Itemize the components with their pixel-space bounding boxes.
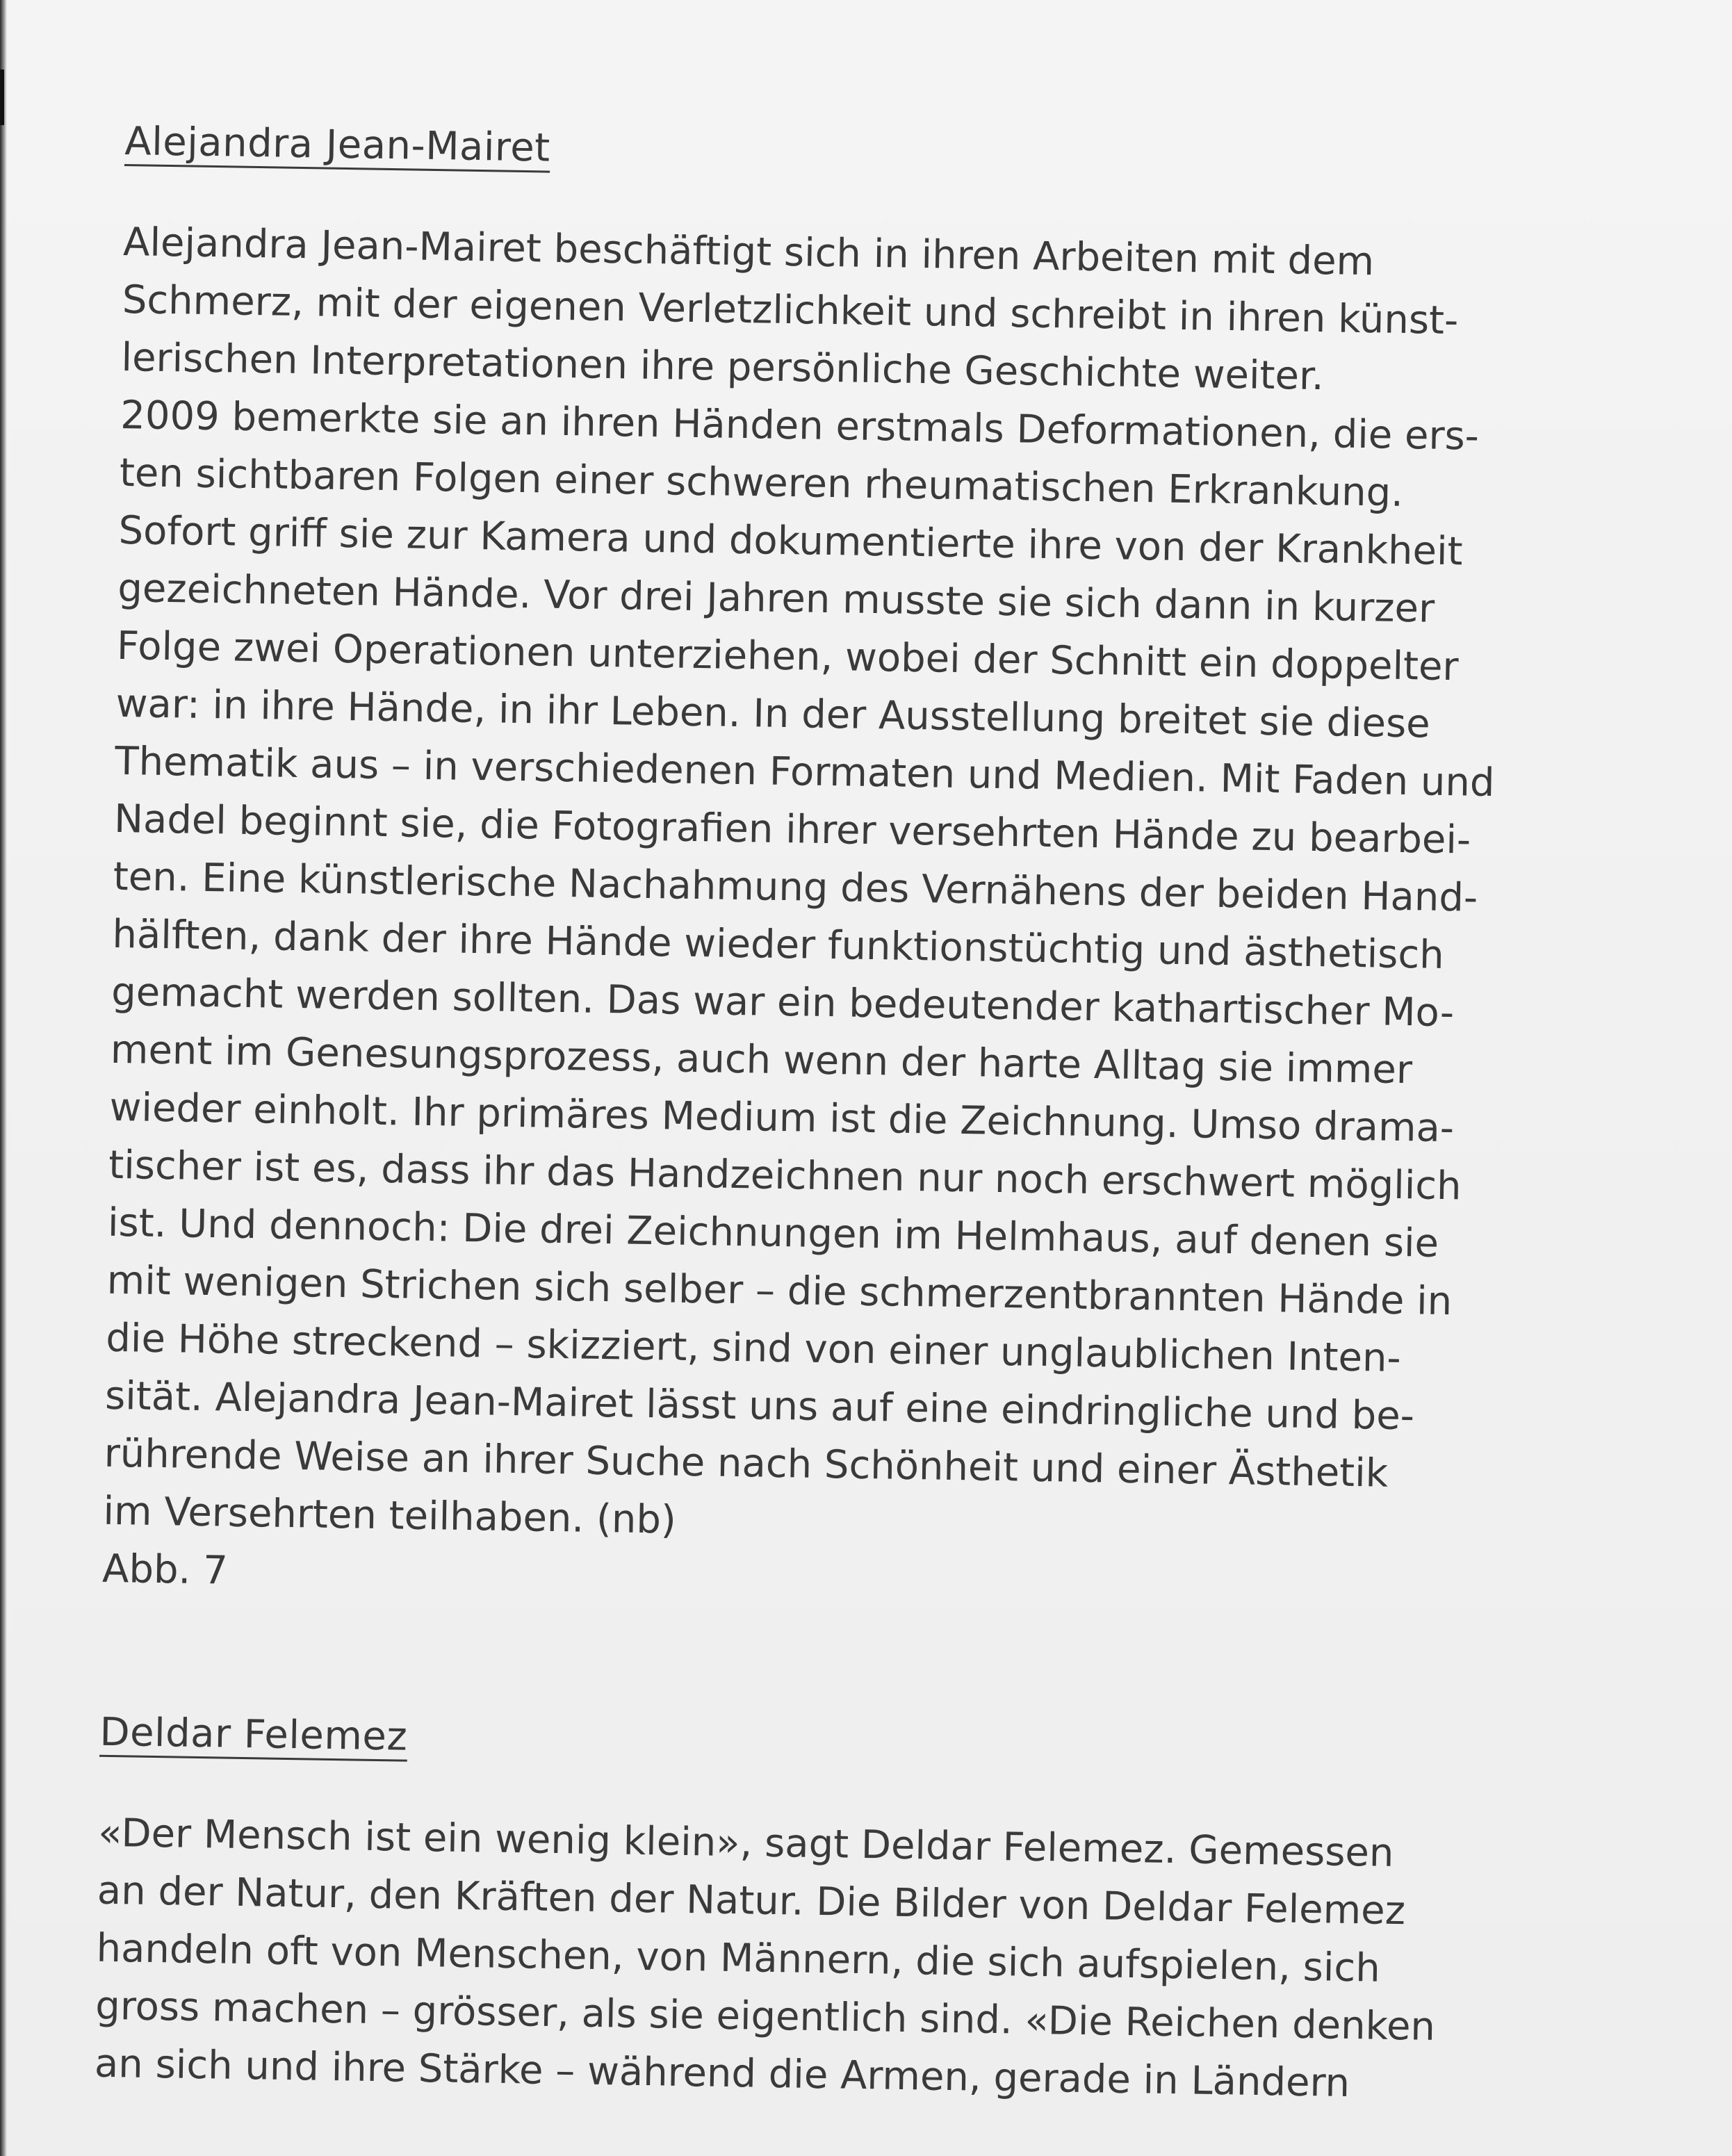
text-line: ten sichtbaren Folgen einer schweren rheumatischen Erkrankung. (119, 450, 1404, 516)
document-page (94, 118, 1598, 2116)
text-line: Schmerz, mit der eigenen Verletzlichkeit und schreibt in ihren künst- (122, 277, 1459, 344)
text-line: ist. Und dennoch: Die drei Zeichnungen im Helmhaus, auf denen sie (107, 1200, 1439, 1267)
text-line: ten. Eine künstlerische Nachahmung des Vernähens der beiden Hand- (113, 854, 1478, 921)
text-line: mit wenigen Strichen sich selber – die schmerzentbrannten Hände in (106, 1257, 1453, 1325)
text-line: Sofort griff sie zur Kamera und dokumentierte ihre von der Krankheit (118, 508, 1464, 575)
text-line: sität. Alejandra Jean-Mairet lässt uns auf eine eindringliche und be- (104, 1373, 1415, 1439)
section-deldar-felemez (94, 1709, 1573, 2116)
text-line: die Höhe streckend – skizziert, sind von einer unglaublichen Inten- (105, 1315, 1402, 1382)
text-line: Nadel beginnt sie, die Fotografien ihrer versehrten Hände zu bearbei- (113, 797, 1471, 863)
text-line: handeln oft von Menschen, von Männern, die sich aufspielen, sich (96, 1926, 1381, 1992)
text-line: lerischen Interpretationen ihre persönliche Geschichte weiter. (121, 335, 1325, 400)
section-body (94, 1804, 1571, 2116)
text-line: im Versehrten teilhaben. (nb) (103, 1488, 677, 1543)
text-line: gross machen – grösser, als sie eigentlich sind. «Die Reichen denken (95, 1984, 1436, 2050)
section-heading: Deldar Felemez (99, 1709, 408, 1760)
text-line: Thematik aus – in verschiedenen Formaten und Medien. Mit Faden und (114, 739, 1495, 806)
text-line: war: in ihre Hände, in ihr Leben. In der Ausstellung breitet sie diese (115, 681, 1431, 747)
text-line: an sich und ihre Stärke – während die Armen, gerade in Ländern (94, 2041, 1350, 2107)
text-line: rührende Weise an ihrer Suche nach Schönheit und einer Ästhetik (104, 1430, 1389, 1496)
page-edge-shadow (0, 0, 7, 2156)
text-line: Folge zwei Operationen unterziehen, wobei der Schnitt ein doppelter (116, 623, 1459, 690)
text-line: ment im Genesungsprozess, auch wenn der harte Alltag sie immer (110, 1027, 1413, 1093)
text-line: gezeichneten Hände. Vor drei Jahren musste sie sich dann in kurzer (117, 566, 1435, 632)
section-body (102, 213, 1597, 1621)
text-line: hälften, dank der ihre Hände wieder funktionstüchtig und ästhetisch (112, 912, 1445, 979)
text-line: gemacht werden sollten. Das war ein bedeutender kathartischer Mo- (111, 970, 1455, 1036)
text-line: wieder einholt. Ihr primäres Medium ist die Zeichnung. Umso drama- (109, 1085, 1455, 1152)
text-line: «Der Mensch ist ein wenig klein», sagt Deldar Felemez. Gemessen (97, 1811, 1394, 1877)
text-line: tischer ist es, dass ihr das Handzeichnen nur noch erschwert möglich (108, 1143, 1462, 1209)
text-line: 2009 bemerkte sie an ihren Händen erstmals Deformationen, die ers- (120, 393, 1480, 459)
page-edge-mark (0, 70, 4, 125)
figure-reference: Abb. 7 (101, 1546, 229, 1594)
text-line: an der Natur, den Kräften der Natur. Die Bilder von Deldar Felemez (97, 1868, 1406, 1934)
section-heading: Alejandra Jean-Mairet (124, 118, 551, 171)
section-alejandra-jean-mairet (102, 118, 1599, 1621)
text-line: Alejandra Jean-Mairet beschäftigt sich in ihren Arbeiten mit dem (122, 220, 1375, 285)
